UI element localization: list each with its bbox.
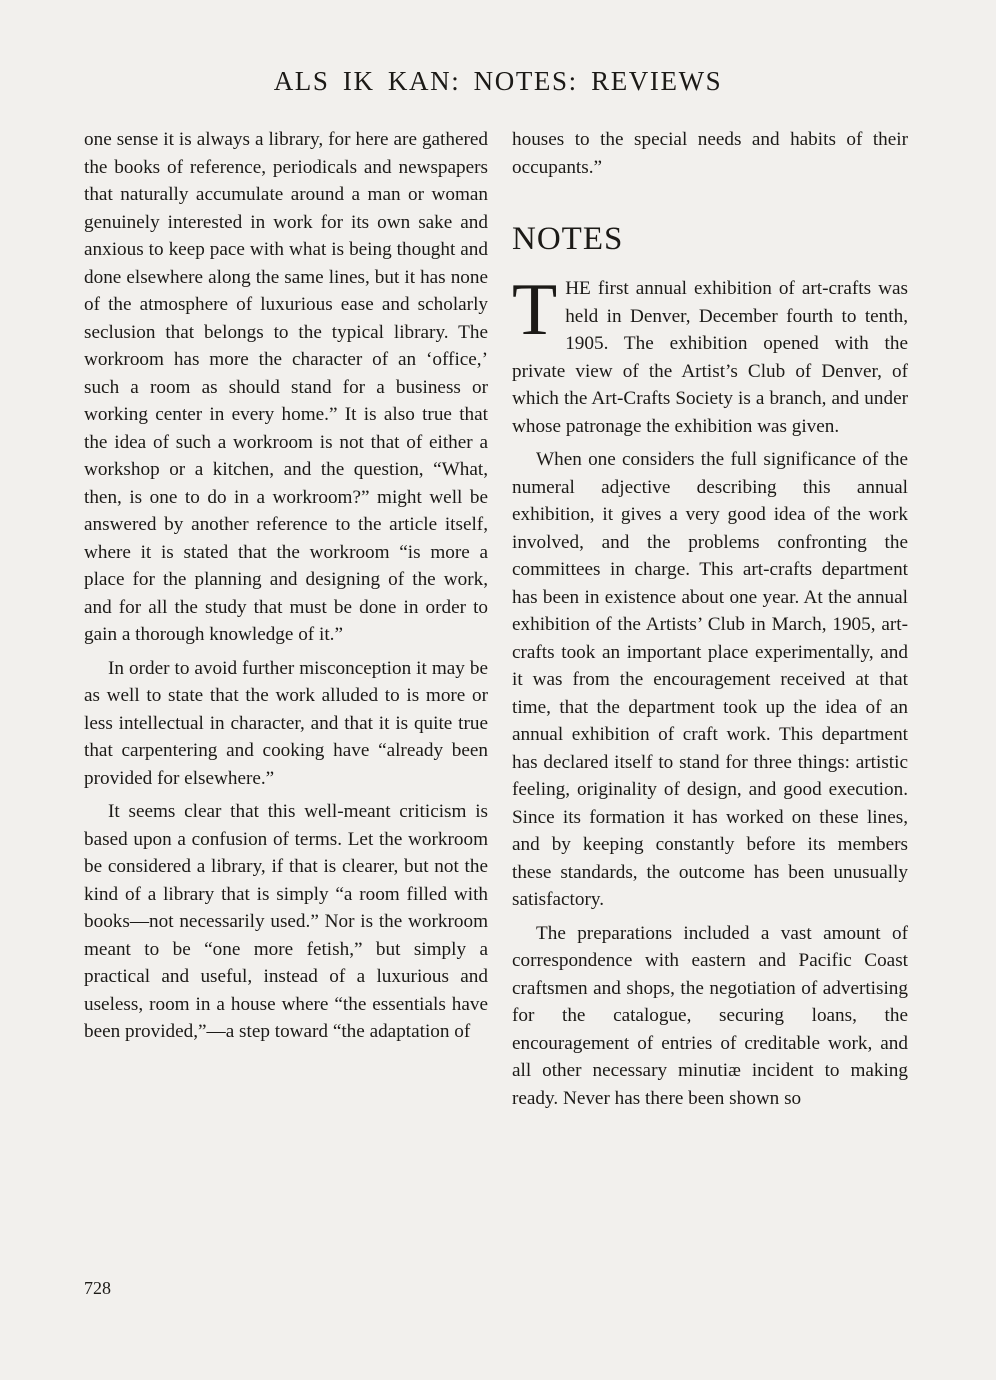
first-paragraph [512, 269, 908, 440]
paragraph: When one considers the full significance of the numeral adjective describing this annual exhibition, it gives a very good idea of the work involved, and the problems confronting the committees in charge. This art-crafts department has been in existence about one year. At the annual exhibition of the Artists’ Club in March, 1905, art-crafts took an important place experimentally, and it was from the encouragement received at that time, that the department took up the idea of an annual exhibition of craft work. This department has declared itself to stand for three things: artistic feeling, originality of design, and good execution. Since its formation it has worked on these lines, and by keeping constantly before its members these standards, the outcome has been unusually satisfactory. [512, 449, 908, 910]
paragraph: It seems clear that this well-meant criticism is based upon a confusion of terms. Let the workroom be considered a library, if that is clearer, but not the kind of a library that is simply “a room filled with books—not necessarily used.” Nor is the workroom meant to be “one more fetish,” but simply a practical and useful, instead of a luxurious and useless, room in a house where “the essentials have been provided,”—a step toward “the adaptation of [84, 801, 488, 1042]
left-column [84, 126, 488, 1046]
paragraph: one sense it is always a library, for here are gathered the books of reference, periodicals and newspapers that naturally accumulate around a man or woman genuinely interested in work for its own sake and anxious to keep pace with what is being thought and done elsewhere along the same lines, but it has none of the atmosphere of luxurious ease and scholarly seclusion that belongs to the typical library. The workroom has more the character of an ‘office,’ such a room as should stand for a business or working center in every home.” It is also true that the idea of such a workroom is not that of either a workshop or a kitchen, and the question, “What, then, is one to do in a workroom?” might well be answered by another reference to the article itself, where it is stated that the workroom “is more a place for the planning and designing of the work, and for all the study that must be done in order to gain a thorough knowledge of it.” [84, 129, 488, 645]
paragraph: In order to avoid further misconception it may be as well to state that the work alluded to is more or less intellectual in character, and that it is quite true that carpentering and cooking have “already been provided for elsewhere.” [84, 657, 488, 789]
page-number: 728 [84, 1278, 111, 1298]
continuation-paragraph: houses to the special needs and habits of their occupants.” [512, 129, 908, 178]
paragraph: The preparations included a vast amount of correspondence with eastern and Pacific Coast craftsmen and shops, the negotiation of advertising for the catalogue, securing loans, the encouragement of entries of creditable work, and all other necessary minutiæ incident to making ready. Never has there been shown so [512, 922, 908, 1109]
drop-cap: T [512, 269, 558, 351]
right-column [512, 126, 908, 1112]
section-heading: NOTES [512, 221, 624, 257]
running-title: ALS IK KAN: NOTES: REVIEWS [273, 66, 723, 96]
first-paragraph-text: HE first annual exhibition of art-crafts was held in Denver, December fourth to tenth, 1905. The exhibition opened with the private view of the Artist’s Club of Denver, of which the Art-Crafts Society is a branch, and under whose patronage the exhibition was given. [512, 278, 908, 437]
